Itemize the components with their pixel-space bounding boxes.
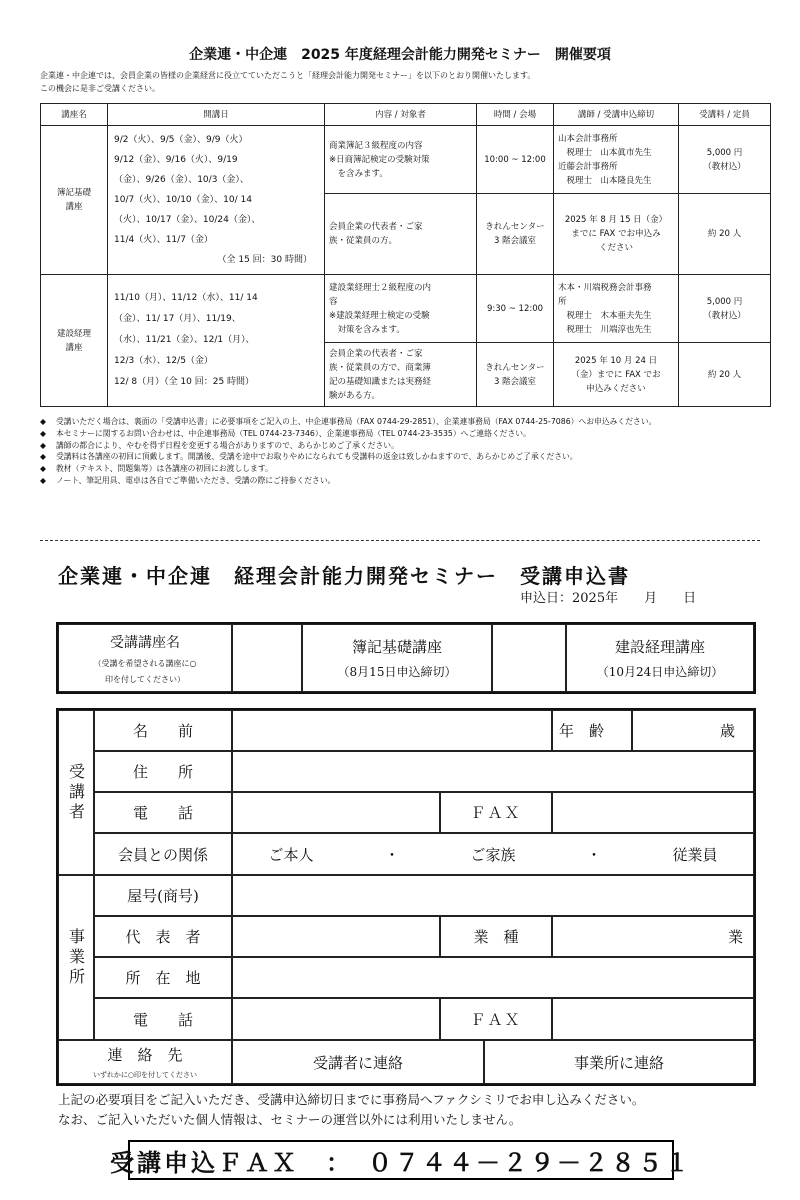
trade-name-field[interactable]	[232, 875, 754, 916]
address-label: 住 所	[94, 751, 232, 792]
header-course: 講座名	[41, 104, 108, 126]
trade-name-label: 屋号(商号)	[94, 875, 232, 916]
fax-number-banner: 受講申込ＦＡＸ ： ０７４４－２９－２８５１	[128, 1140, 674, 1180]
venue-bookkeeping: きれんセンター 3 階会議室	[477, 194, 554, 275]
industry-label: 業 種	[440, 916, 552, 957]
course2-mark-cell[interactable]	[492, 624, 566, 692]
target-bookkeeping: 会員企業の代表者・ご家 族・従業員の方。	[325, 194, 477, 275]
deadline-bookkeeping: 2025 年 8 月 15 日（金） までに FAX でお申込み ください	[554, 194, 679, 275]
office-fax-label: ＦＡＸ	[440, 998, 552, 1040]
time-bookkeeping: 10:00 ~ 12:00	[477, 126, 554, 194]
office-phone-field[interactable]	[232, 998, 440, 1040]
representative-field[interactable]	[232, 916, 440, 957]
contact-hint: いずれかに○印を付してください	[92, 1071, 198, 1079]
course1-name: 簿記基礎講座	[351, 638, 442, 656]
lecturer-bookkeeping: 山本会計事務所 税理士 山本眞市先生 近藤会計事務所 税理士 山本隆良先生	[554, 126, 679, 194]
relation-employee[interactable]: 従業員	[672, 845, 718, 864]
location-label: 所 在 地	[94, 957, 232, 998]
course2-cell[interactable]	[566, 624, 754, 692]
table-row	[41, 275, 771, 343]
notes-list	[40, 416, 775, 487]
list-item: ◆ ノート、筆記用具、電卓は各自でご準備いただき、受講の際にご持参ください。	[40, 475, 336, 485]
form-title: 企業連・中企連 経理会計能力開発セミナー 受講申込書	[58, 564, 630, 588]
dates-construction: 11/10（月）、11/12（水）、11/ 14 （金）、11/ 17（月）、11/19、 （水）、11/21（金）、12/1（月）、 12/3（水）、12/5（金） 12/ 8（月）（全 10 回：25 時間）	[108, 275, 325, 407]
diamond-icon: ◆	[40, 428, 46, 438]
time-construction: 9:30 ~ 12:00	[477, 275, 554, 343]
content-bookkeeping: 商業簿記３級程度の内容 ※日商簿記検定の受験対策 を含みます。	[325, 126, 477, 194]
diamond-icon: ◆	[40, 417, 46, 426]
representative-label: 代 表 者	[94, 916, 232, 957]
office-phone-label: 電 話	[94, 998, 232, 1040]
course2-name: 建設経理講座	[614, 638, 705, 656]
venue-construction: きれんセンター 3 階会議室	[477, 343, 554, 407]
contact-office-option[interactable]: 事業所に連絡	[484, 1040, 754, 1084]
phone-label: 電 話	[94, 792, 232, 833]
course1-mark-cell[interactable]	[232, 624, 302, 692]
list-item: ◆ 受講料は各講座の初回に頂戴します。開講後、受講を途中でお取りやめになられても受講料の返金は致しかねますので、あらかじめご了承ください。	[40, 452, 578, 462]
relation-options[interactable]	[232, 833, 754, 875]
diamond-icon: ◆	[40, 440, 46, 450]
list-item: ◆ 本セミナーに関するお問い合わせは、中企連事務局（TEL 0744-23-7346）、企業連事務局（TEL 0744-23-3535）へご連絡ください。	[40, 428, 531, 438]
capacity-bookkeeping: 約 20 人	[679, 194, 771, 275]
fee-bookkeeping: 5,000 円 （教材込）	[679, 126, 771, 194]
list-item: ◆ 講師の都合により、やむを得ず日程を変更する場合がありますので、あらかじめご了承ください。	[40, 440, 399, 450]
phone-field[interactable]	[232, 792, 440, 833]
address-field[interactable]	[232, 751, 754, 792]
fax-label: ＦＡＸ	[440, 792, 552, 833]
course1-cell[interactable]	[302, 624, 492, 692]
diamond-icon: ◆	[40, 452, 46, 462]
course-name-bookkeeping: 簿記基礎 講座	[41, 126, 108, 275]
fax-field[interactable]	[552, 792, 754, 833]
office-group-label: 事業所	[58, 875, 94, 1040]
diamond-icon: ◆	[40, 475, 46, 485]
relation-separator: ・	[384, 845, 400, 864]
table-row	[41, 126, 771, 194]
lecturer-construction: 木本・川端税務会計事務 所 税理士 木本亜夫先生 税理士 川端淳也先生	[554, 275, 679, 343]
dates-bookkeeping: 9/2（火）、9/5（金）、9/9（火） 9/12（金）、9/16（火）、9/19 （金）、9/26（金）、10/3（金）、 10/7（火）、10/10（金）、10/ 14 （火）、10/17（金）、10/24（金）、 11/4（火）、11/7（金） （全 15 回：30 時間）	[108, 126, 325, 275]
seminar-title: 企業連・中企連 2025 年度経理会計能力開発セミナー 開催要項	[189, 47, 611, 63]
name-label: 名 前	[94, 710, 232, 751]
relation-family[interactable]: ご家族	[470, 845, 516, 864]
capacity-construction: 約 20 人	[679, 343, 771, 407]
cut-line-divider	[40, 540, 760, 541]
course-label: 受講講座名	[110, 634, 180, 651]
list-item: ◆ 受講いただく場合は、裏面の「受講申込書」に必要事項をご記入の上、中企連事務局（FAX 0744-29-2851）、企業連事務局（FAX 0744-25-7086）へお申込みください。	[40, 417, 657, 426]
office-fax-field[interactable]	[552, 998, 754, 1040]
industry-field[interactable]: 業	[552, 916, 754, 957]
schedule-header-row	[41, 104, 771, 126]
fee-construction: 5,000 円 （教材込）	[679, 275, 771, 343]
intro-line-1: 企業連・中企連では、会員企業の皆様の企業経営に役立てていただこうと「経理会計能力開発セミナー」を以下のとおり開催いたします。	[40, 71, 536, 80]
application-date: 申込日：2025年 月 日	[520, 591, 697, 606]
deadline-construction: 2025 年 10 月 24 日 （金）までに FAX でお 申込みください	[554, 343, 679, 407]
name-field[interactable]	[232, 710, 552, 751]
intro-line-2: この機会に是非ご受講ください。	[40, 84, 160, 93]
target-construction: 会員企業の代表者・ご家 族・従業員の方で、商業簿 記の基礎知識または実務経 験がある方。	[325, 343, 477, 407]
relation-label: 会員との関係	[94, 833, 232, 875]
relation-self[interactable]: ご本人	[268, 845, 314, 864]
course-selection-box	[56, 622, 756, 694]
contact-label: 連 絡 先	[107, 1046, 183, 1064]
schedule-table	[40, 103, 771, 407]
footer-line-2: なお、ご記入いただいた個人情報は、セミナーの運営以外には利用いたしません。	[58, 1112, 522, 1127]
course2-deadline: （10月24日申込締切）	[596, 665, 724, 679]
course-name-construction: 建設経理 講座	[41, 275, 108, 407]
age-field[interactable]: 歳	[632, 710, 754, 751]
header-content: 内容 / 対象者	[325, 104, 477, 126]
contact-label-cell	[58, 1040, 232, 1084]
content-construction: 建設業経理士２級程度の内 容 ※建設業経理士検定の受験 対策を含みます。	[325, 275, 477, 343]
application-form	[56, 708, 756, 1086]
header-time: 時間 / 会場	[477, 104, 554, 126]
course-label-cell	[58, 624, 232, 692]
list-item: ◆ 教材（テキスト、問題集等）は各講座の初回にお渡しします。	[40, 464, 273, 474]
header-fee: 受講料 / 定員	[679, 104, 771, 126]
relation-separator: ・	[586, 845, 602, 864]
course1-deadline: （8月15日申込締切）	[337, 665, 457, 679]
header-dates: 開講日	[108, 104, 325, 126]
footer-line-1: 上記の必要項目をご記入いただき、受講申込締切日までに事務局へファクシミリでお申し込みください。	[58, 1092, 645, 1107]
attendee-group-label: 受講者	[58, 710, 94, 875]
contact-attendee-option[interactable]: 受講者に連絡	[232, 1040, 484, 1084]
course-hint-2: 印を付してください）	[105, 674, 185, 684]
location-field[interactable]	[232, 957, 754, 998]
header-lecturer: 講師 / 受講申込締切	[554, 104, 679, 126]
course-hint-1: （受講を希望される講座に○	[93, 658, 197, 668]
age-label: 年 齢	[552, 710, 632, 751]
diamond-icon: ◆	[40, 464, 46, 474]
